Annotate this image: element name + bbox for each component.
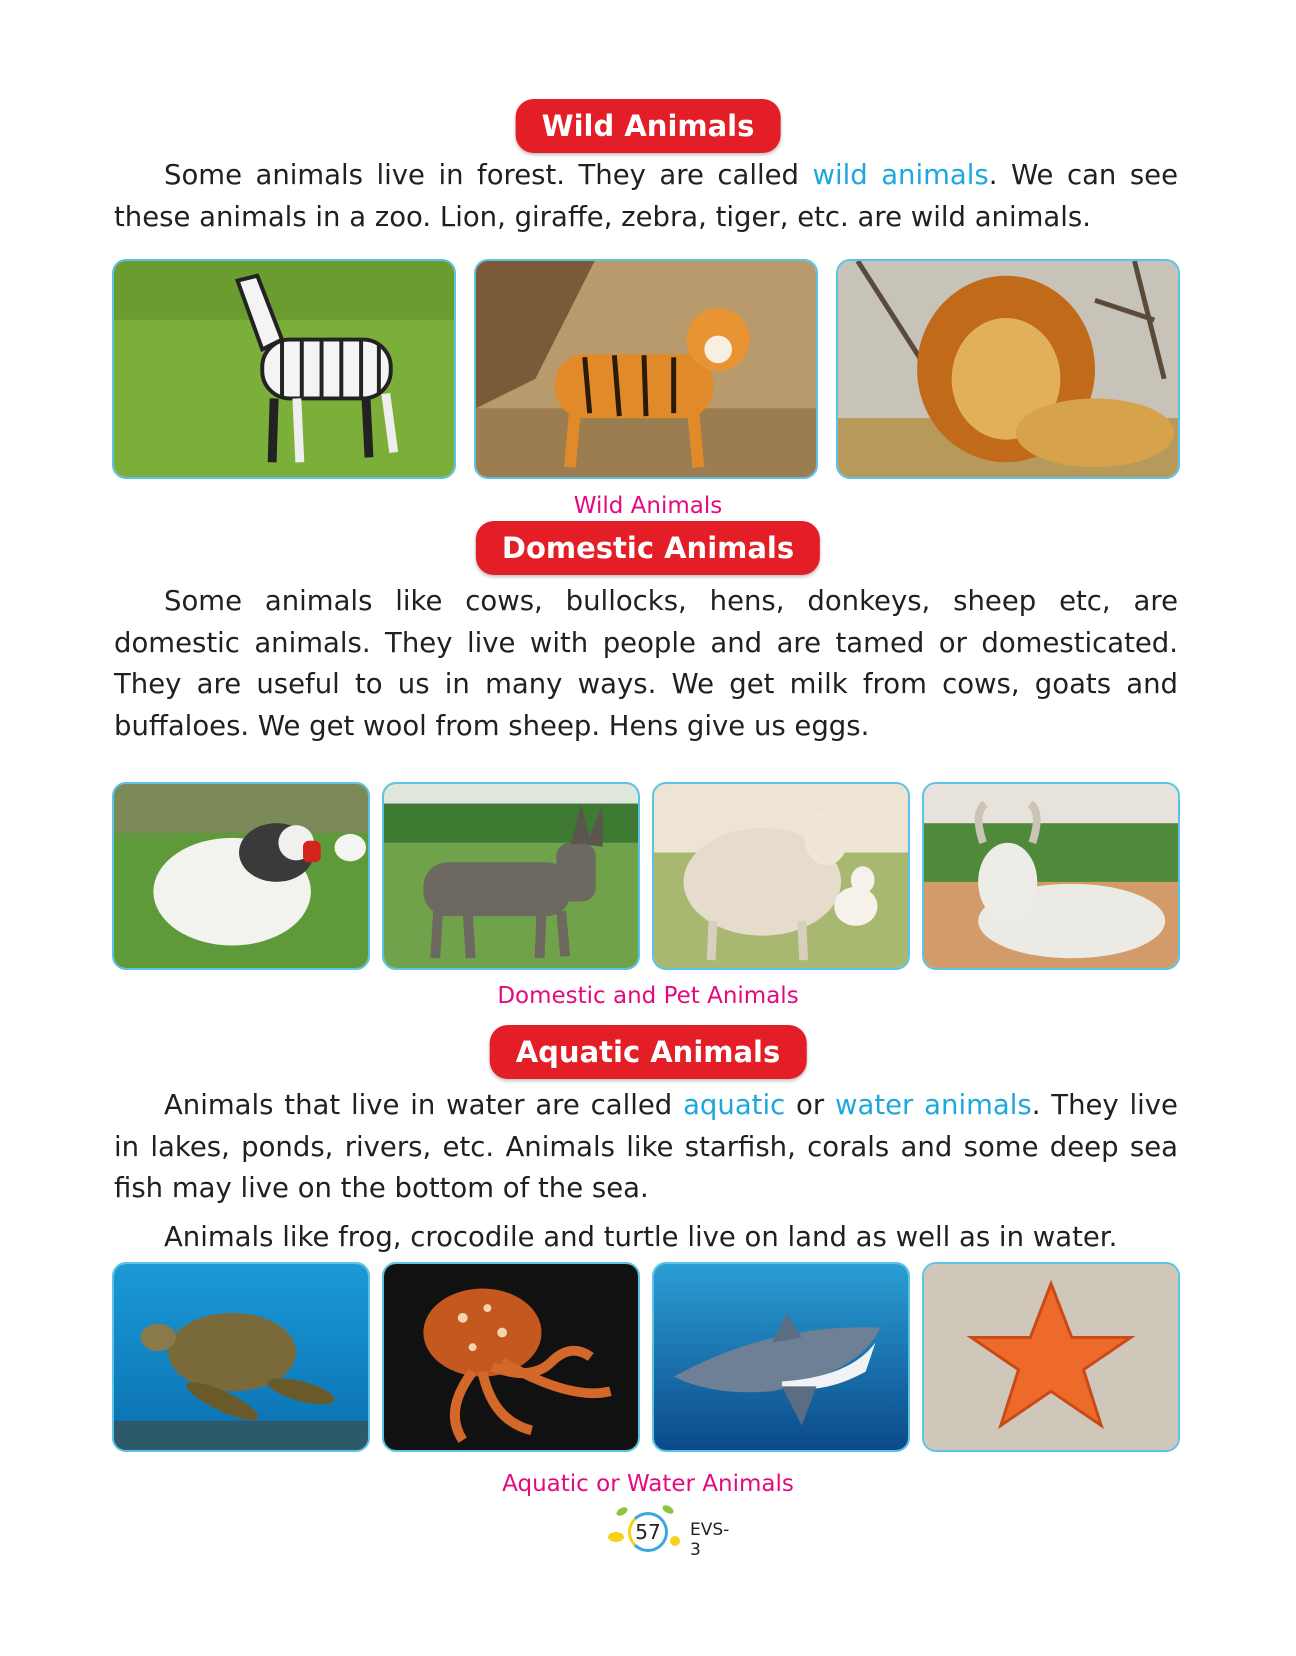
page-footer bbox=[600, 1502, 740, 1562]
aquatic-animals-photos bbox=[112, 1262, 1180, 1452]
decor-dot-icon bbox=[608, 1532, 624, 1542]
paragraph-amphibians: Animals like frog, crocodile and turtle live on land as well as in water. bbox=[164, 1221, 1118, 1253]
photo-sheep bbox=[652, 782, 910, 970]
photo-hen bbox=[112, 782, 370, 970]
paragraph-domestic-animals: Some animals like cows, bullocks, hens, donkeys, sheep etc, are domestic animals. They live with people and are tamed or domesticated. They are useful to us in many ways. We get milk from cows, goats and buffaloes. We get wool from sheep. Hens give us eggs. bbox=[114, 585, 1178, 742]
book-code: EVS-3 bbox=[690, 1520, 730, 1560]
wild-animals-photos bbox=[112, 259, 1180, 479]
decor-dot-icon bbox=[670, 1536, 680, 1546]
page-number: 57 bbox=[628, 1512, 668, 1552]
caption-domestic-animals: Domestic and Pet Animals bbox=[497, 983, 799, 1009]
photo-tiger bbox=[474, 259, 818, 479]
photo-lion bbox=[836, 259, 1180, 479]
photo-shark bbox=[652, 1262, 910, 1452]
highlight-aquatic: aquatic bbox=[683, 1089, 786, 1121]
photo-starfish bbox=[922, 1262, 1180, 1452]
heading-domestic-animals: Domestic Animals bbox=[476, 521, 820, 575]
caption-aquatic-animals: Aquatic or Water Animals bbox=[502, 1471, 794, 1497]
photo-octopus bbox=[382, 1262, 640, 1452]
photo-zebra bbox=[112, 259, 456, 479]
highlight-wild-animals: wild animals bbox=[812, 159, 989, 191]
heading-wild-animals: Wild Animals bbox=[516, 99, 781, 153]
leaf-icon bbox=[615, 1505, 629, 1517]
domestic-animals-photos bbox=[112, 782, 1180, 970]
caption-wild-animals: Wild Animals bbox=[573, 493, 723, 519]
photo-donkey bbox=[382, 782, 640, 970]
leaf-icon bbox=[661, 1503, 675, 1515]
paragraph-aquatic-animals: Animals that live in water are called aquatic or water animals. They live in lakes, ponds, rivers, etc. Animals like starfish, corals and some deep sea fish may live on the bottom of the sea. bbox=[114, 1089, 1178, 1204]
paragraph-wild-animals: Some animals live in forest. They are called wild animals. We can see these animals in a zoo. Lion, giraffe, zebra, tiger, etc. are wild animals. bbox=[114, 159, 1179, 233]
photo-cow bbox=[922, 782, 1180, 970]
heading-aquatic-animals: Aquatic Animals bbox=[490, 1025, 807, 1079]
highlight-water-animals: water animals bbox=[835, 1089, 1032, 1121]
photo-turtle bbox=[112, 1262, 370, 1452]
